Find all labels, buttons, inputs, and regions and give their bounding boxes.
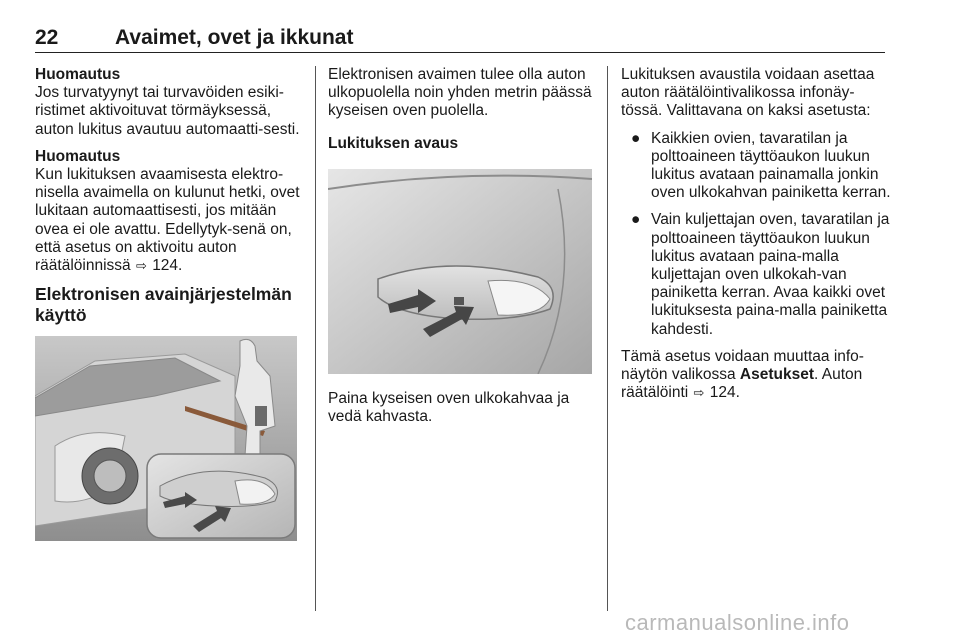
column-divider-2 — [607, 66, 608, 611]
note-1 — [35, 66, 305, 139]
section-heading: Elektronisen avainjärjestelmän käyttö — [35, 284, 292, 326]
settings-para-mid: . Auton räätälöinti — [621, 366, 863, 402]
col3-settings-paragraph — [621, 348, 893, 403]
page-title: Avaimet, ovet ja ikkunat — [115, 26, 354, 49]
column-3 — [621, 66, 893, 411]
setting-options-list — [621, 130, 893, 339]
list-item — [621, 211, 893, 338]
note-1-title: Huomautus — [35, 66, 121, 83]
column-2 — [328, 66, 596, 435]
col3-intro: Lukituksen avaustila voidaan asettaa auton räätälöintivalikossa infonäy-tössä. Valittavana on kaksi asetusta: — [621, 66, 875, 120]
page-header — [35, 24, 885, 53]
figure-caption: Paina kyseisen oven ulkokahvaa ja vedä kahvasta. — [328, 389, 570, 426]
column-divider-1 — [315, 66, 316, 611]
list-item-text: Vain kuljettajan oven, tavaratilan ja polttoaineen täyttöaukon luukun lukitus avataan paina-malla kuljettajan oven ulkokah-van painiketta kerran. Avaa kaikki ovet lukituksesta paina-malla painiketta kahdesti. — [651, 211, 890, 338]
note-2-title: Huomautus — [35, 147, 121, 165]
watermark: carmanualsonline.info — [625, 610, 850, 635]
note-2-text: Kun lukituksen avaamisesta elektro-nisella avaimella on kulunut hetki, ovet lukitaan automaattisesti, jos mitään ovea ei ole avattu. Edellytyk-senä on, että asetus on aktivoitu auton räätälöinnissä — [35, 166, 300, 275]
note-2-page-ref: 124. — [152, 257, 183, 275]
settings-page-ref: 124. — [709, 384, 740, 402]
page-ref-arrow-icon: ⇨ — [693, 385, 705, 401]
bullet-icon: ● — [631, 211, 641, 229]
col2-intro: Elektronisen avaimen tulee olla auton ulkopuolella noin yhden metrin päässä kyseisen oven puolella. — [328, 66, 592, 120]
subheading-unlocking: Lukituksen avaus — [328, 134, 459, 152]
list-item — [621, 130, 893, 203]
settings-menu-name: Asetukset — [739, 366, 814, 384]
settings-para-text: Tämä asetus voidaan muuttaa info-näytön valikossa — [621, 347, 864, 384]
page-ref-arrow-icon: ⇨ — [135, 258, 147, 274]
page-number: 22 — [35, 26, 59, 49]
column-1 — [35, 66, 305, 541]
bullet-icon: ● — [631, 129, 641, 147]
note-2 — [35, 148, 305, 275]
note-1-text: Jos turvatyynyt tai turvavöiden esiki-ristimet aktivoituvat törmäyksessä, auton lukitus avautuu automaatti-sesti. — [35, 84, 300, 138]
car-door-handle-illustration — [35, 336, 297, 541]
list-item-text: Kaikkien ovien, tavaratilan ja polttoaineen täyttöaukon luukun lukitus avataan painamalla jonkin oven ulkokahvan painiketta kerran. — [651, 129, 891, 202]
door-handle-closeup-illustration — [328, 169, 592, 374]
